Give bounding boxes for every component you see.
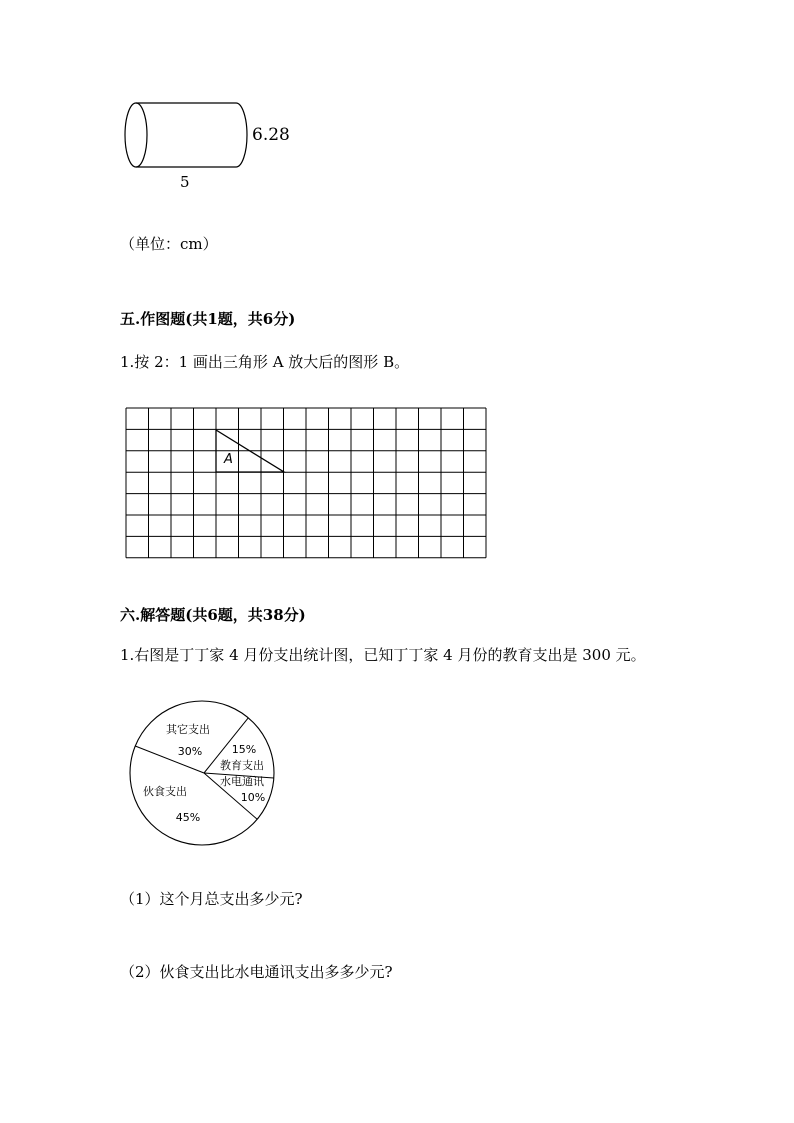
section6-subquestion-1: （1）这个月总支出多少元? <box>120 890 303 908</box>
cylinder-length-label: 5 <box>180 173 190 191</box>
slice-label-education-name: 教育支出 <box>220 759 264 772</box>
slice-label-education-value: 15% <box>231 743 257 756</box>
slice-label-other-value: 30% <box>177 745 203 758</box>
slice-label-other-name: 其它支出 <box>166 723 210 736</box>
section6-question-1: 1.右图是丁丁家 4 月份支出统计图，已知丁丁家 4 月份的教育支出是 300 元。 <box>120 646 646 664</box>
section6-subquestion-2: （2）伙食支出比水电通讯支出多多少元? <box>120 963 393 981</box>
pie-chart <box>120 695 290 855</box>
unit-note: （单位：cm） <box>120 235 218 253</box>
slice-label-utilities-value: 10% <box>240 791 266 804</box>
slice-label-utilities-name: 水电通讯 <box>220 775 264 788</box>
triangle-label: A <box>224 452 233 467</box>
section5-question-1: 1.按 2：1 画出三角形 A 放大后的图形 B。 <box>120 353 410 371</box>
slice-label-food-value: 45% <box>175 811 201 824</box>
section5-heading: 五.作图题(共1题，共6分) <box>120 310 296 328</box>
slice-label-food-name: 伙食支出 <box>143 785 187 798</box>
drawing-grid <box>125 407 490 561</box>
section6-heading: 六.解答题(共6题，共38分) <box>120 606 306 624</box>
cylinder-height-label: 6.28 <box>252 125 290 145</box>
